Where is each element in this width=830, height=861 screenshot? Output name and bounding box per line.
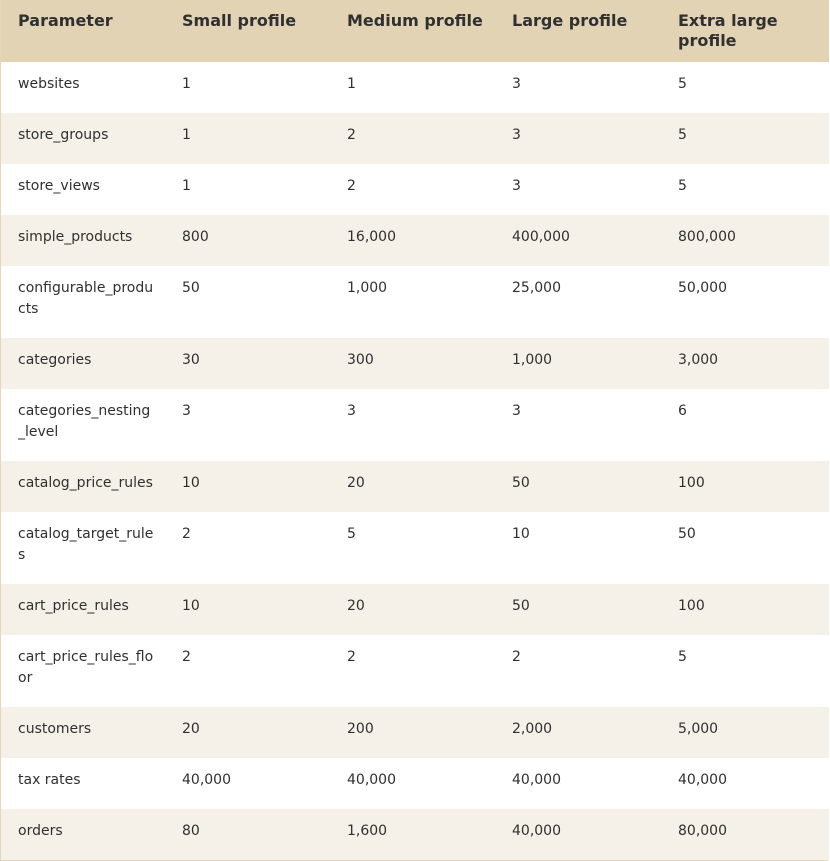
cell-medium: 300 <box>347 352 374 368</box>
cell-parameter: customers <box>18 721 92 737</box>
cell-large: 50 <box>512 475 530 491</box>
cell-medium: 3 <box>347 403 356 419</box>
cell-parameter: catalog_target_rules <box>18 526 154 563</box>
table-row <box>1 164 829 215</box>
cell-small: 1 <box>182 127 191 143</box>
cell-parameter: store_groups <box>18 127 109 143</box>
cell-xlarge: 40,000 <box>678 772 727 788</box>
cell-small: 3 <box>182 403 191 419</box>
header-large-profile: Large profile <box>512 11 628 30</box>
cell-small: 2 <box>182 649 191 665</box>
cell-large: 25,000 <box>512 280 561 296</box>
cell-medium: 40,000 <box>347 772 396 788</box>
table-row <box>1 758 829 809</box>
header-small-profile: Small profile <box>182 11 297 30</box>
cell-xlarge: 50 <box>678 526 696 542</box>
cell-parameter: categories_nesting_level <box>18 403 151 440</box>
table-body <box>1 62 829 860</box>
cell-medium: 200 <box>347 721 374 737</box>
cell-medium: 1,600 <box>347 823 388 839</box>
cell-large: 2,000 <box>512 721 553 737</box>
cell-medium: 1 <box>347 76 356 92</box>
table-row <box>1 707 829 758</box>
table-row <box>1 338 829 389</box>
cell-small: 20 <box>182 721 200 737</box>
cell-small: 1 <box>182 76 191 92</box>
cell-small: 2 <box>182 526 191 542</box>
cell-medium: 5 <box>347 526 356 542</box>
header-medium-profile: Medium profile <box>347 11 483 30</box>
table-row <box>1 266 829 338</box>
cell-large: 40,000 <box>512 772 561 788</box>
cell-xlarge: 50,000 <box>678 280 727 296</box>
cell-small: 40,000 <box>182 772 231 788</box>
profile-parameters-table <box>1 0 829 860</box>
table-row <box>1 62 829 113</box>
cell-parameter: catalog_price_rules <box>18 475 153 491</box>
table-row <box>1 512 829 584</box>
cell-xlarge: 5 <box>678 76 687 92</box>
cell-small: 10 <box>182 598 200 614</box>
cell-parameter: simple_products <box>18 229 133 245</box>
cell-small: 1 <box>182 178 191 194</box>
cell-large: 3 <box>512 127 521 143</box>
cell-large: 10 <box>512 526 530 542</box>
cell-small: 80 <box>182 823 200 839</box>
cell-medium: 2 <box>347 127 356 143</box>
cell-xlarge: 100 <box>678 598 705 614</box>
cell-large: 3 <box>512 403 521 419</box>
table-row <box>1 461 829 512</box>
header-parameter: Parameter <box>18 11 113 30</box>
header-extra-large-profile: Extra large profile <box>678 11 778 50</box>
cell-xlarge: 5 <box>678 178 687 194</box>
cell-small: 50 <box>182 280 200 296</box>
table-row <box>1 584 829 635</box>
header-row <box>1 0 829 62</box>
cell-medium: 2 <box>347 649 356 665</box>
cell-large: 2 <box>512 649 521 665</box>
cell-parameter: cart_price_rules <box>18 598 129 614</box>
cell-small: 30 <box>182 352 200 368</box>
cell-medium: 20 <box>347 475 365 491</box>
cell-parameter: cart_price_rules_floor <box>18 649 154 686</box>
cell-parameter: tax rates <box>18 772 81 788</box>
cell-large: 3 <box>512 76 521 92</box>
table-row <box>1 389 829 461</box>
cell-parameter: orders <box>18 823 63 839</box>
cell-xlarge: 3,000 <box>678 352 719 368</box>
cell-large: 1,000 <box>512 352 553 368</box>
cell-large: 400,000 <box>512 229 570 245</box>
cell-xlarge: 5 <box>678 649 687 665</box>
cell-medium: 20 <box>347 598 365 614</box>
cell-parameter: categories <box>18 352 92 368</box>
cell-xlarge: 80,000 <box>678 823 727 839</box>
cell-small: 800 <box>182 229 209 245</box>
table-row <box>1 113 829 164</box>
cell-xlarge: 100 <box>678 475 705 491</box>
table-header <box>1 0 829 62</box>
cell-large: 3 <box>512 178 521 194</box>
cell-large: 50 <box>512 598 530 614</box>
cell-xlarge: 800,000 <box>678 229 736 245</box>
cell-xlarge: 5 <box>678 127 687 143</box>
cell-medium: 1,000 <box>347 280 388 296</box>
cell-medium: 16,000 <box>347 229 396 245</box>
cell-parameter: configurable_products <box>18 280 154 317</box>
table-row <box>1 215 829 266</box>
cell-parameter: websites <box>18 76 80 92</box>
cell-xlarge: 6 <box>678 403 687 419</box>
table-row <box>1 809 829 860</box>
cell-parameter: store_views <box>18 178 100 194</box>
cell-medium: 2 <box>347 178 356 194</box>
cell-small: 10 <box>182 475 200 491</box>
cell-xlarge: 5,000 <box>678 721 719 737</box>
cell-large: 40,000 <box>512 823 561 839</box>
table-row <box>1 635 829 707</box>
